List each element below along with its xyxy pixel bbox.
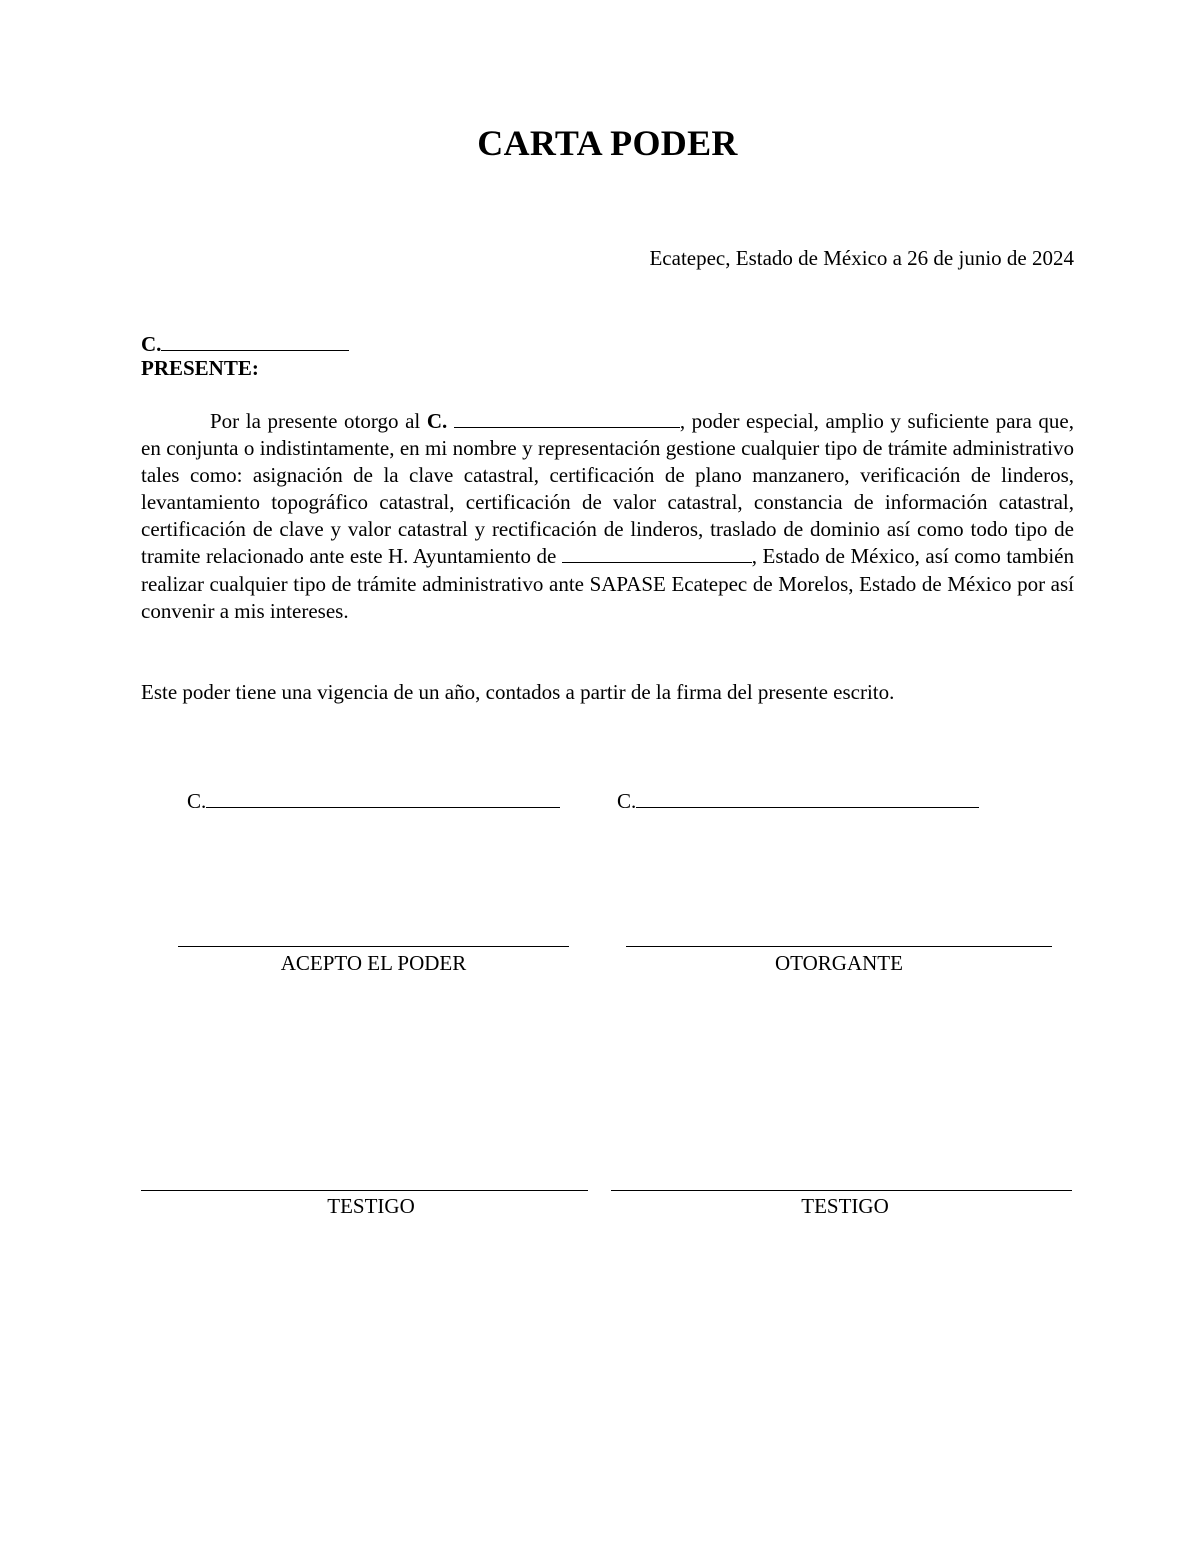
paragraph-part1: Por la presente otorgo al: [210, 409, 427, 433]
recipient-blank: [161, 330, 349, 351]
signature-name-right: [617, 789, 979, 814]
presente-heading: PRESENTE:: [141, 356, 259, 380]
recipient-prefix: C.: [141, 332, 162, 356]
caption-otorgante: OTORGANTE: [775, 951, 903, 975]
paragraph-part3: , Estado de México, así como también realizar cualquier tipo de trámite administrativo ante SAPASE Ecatepec de Morelos, Estado de México por así convenir a mis intereses.: [141, 544, 1074, 623]
caption-acepto: ACEPTO EL PODER: [280, 951, 467, 975]
caption-testigo-right: TESTIGO: [801, 1194, 889, 1218]
signature-name-right-blank: [636, 789, 979, 808]
place-date: Ecatepec, Estado de México a 26 de junio de 2024: [649, 246, 1074, 270]
paragraph-part2: , poder especial, amplio y suficiente para que, en conjunta o indistintamente, en mi nombre y representación gestione cualquier tipo de trámite administrativo tales como: asignación de la clave catastral, certificación de plano manzanero, verificación de linderos, levantamiento topográfico catastral, certificación de valor catastral, constancia de información catastral, certificación de clave y valor catastral y rectificación de linderos, traslado de dominio así como todo tipo de tramite relacionado ante este H. Ayuntamiento de: [141, 409, 1074, 569]
signature-line-testigo-left: [141, 1190, 588, 1191]
paragraph-c-label: C.: [426, 409, 448, 433]
signature-line-otorgante: [626, 946, 1052, 947]
attorney-name-blank: [454, 409, 680, 428]
signature-name-left-blank: [206, 789, 560, 808]
caption-testigo-left: TESTIGO: [327, 1194, 415, 1218]
document-title: CARTA PODER: [477, 123, 738, 163]
signature-line-testigo-right: [611, 1190, 1072, 1191]
signature-name-left: [187, 789, 560, 814]
municipality-blank: [562, 544, 752, 563]
recipient-line: [141, 330, 349, 357]
signature-name-left-prefix: C.: [187, 789, 207, 813]
signature-line-acepto: [178, 946, 569, 947]
body-paragraph: [141, 408, 1074, 625]
signature-name-right-prefix: C.: [617, 789, 637, 813]
validity-statement: Este poder tiene una vigencia de un año, contados a partir de la firma del presente escrito.: [141, 680, 895, 704]
